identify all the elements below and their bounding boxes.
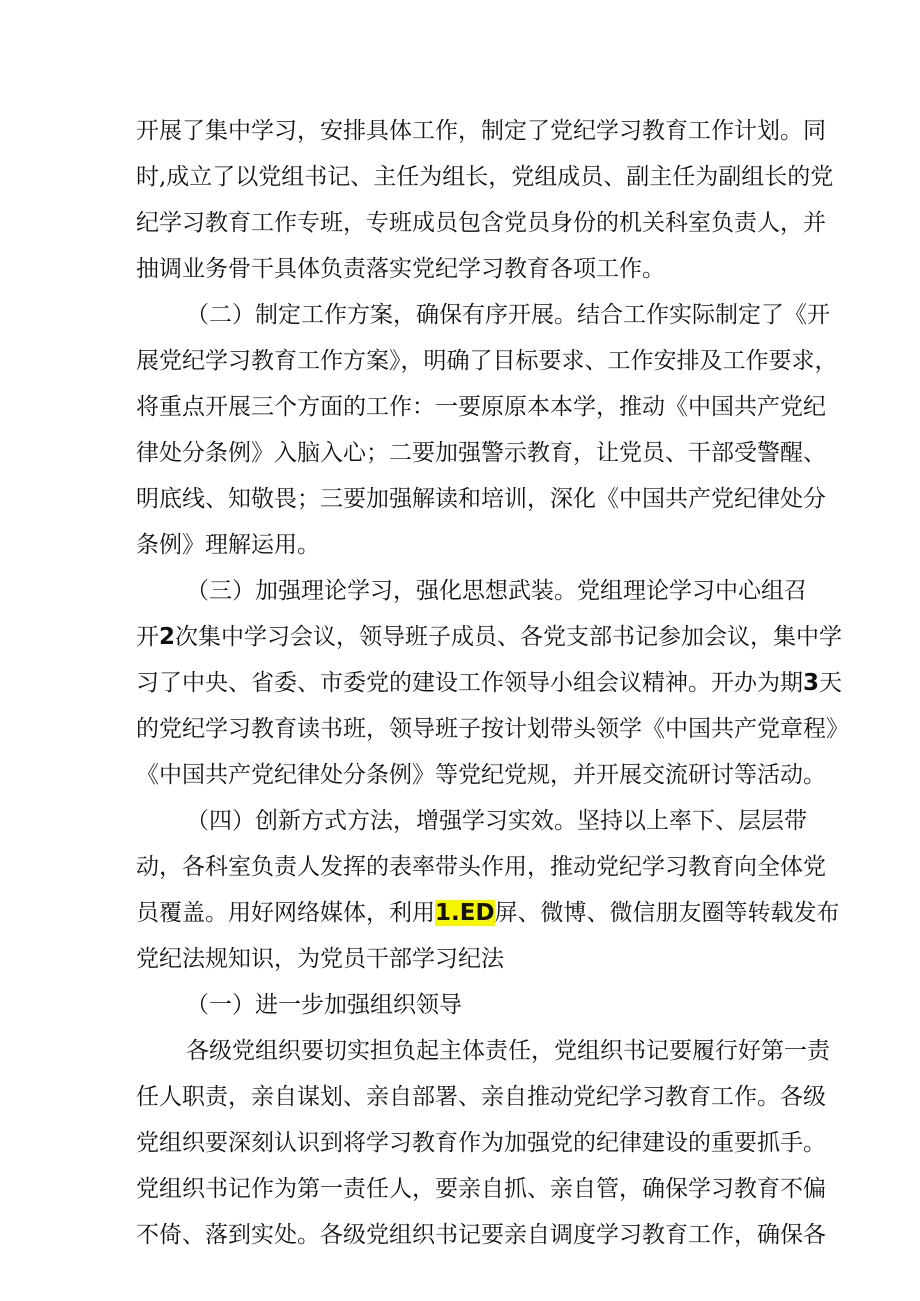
paragraph-line [136, 898, 840, 928]
text-segment: 屏、微博、微信朋友圈等转载发布 [494, 900, 840, 926]
section-heading: （一）进一步加强组织领导 [186, 992, 462, 1018]
paragraph-line: 开展了集中学习，安排具体工作，制定了党纪学习教育工作计划。同 [136, 118, 826, 144]
highlighted-text: 1.ED [435, 900, 495, 926]
paragraph-line: （四）创新方式方法，增强学习实效。坚持以上率下、层层带 [186, 808, 807, 834]
paragraph-line: 动，各科室负责人发挥的表率带头作用，推动党纪学习教育向全体党 [136, 854, 826, 880]
text-segment: 习了中央、省委、市委党的建设工作领导小组会议精神。开办为期 [136, 670, 803, 696]
paragraph-line: 明底线、知敬畏；三要加强解读和培训，深化《中国共产党纪律处分 [136, 486, 826, 512]
text-segment: 开 [136, 624, 159, 650]
paragraph-line: 将重点开展三个方面的工作：一要原原本本学，推动《中国共产党纪 [136, 394, 826, 420]
paragraph-line [136, 622, 843, 652]
paragraph-line: （二）制定工作方案，确保有序开展。结合工作实际制定了《开 [186, 302, 830, 328]
paragraph-line: 党组织书记作为第一责任人，要亲自抓、亲自管，确保学习教育不偏 [136, 1176, 826, 1202]
paragraph-line: 《中国共产党纪律处分条例》等党纪党规，并开展交流研讨等活动。 [136, 762, 826, 788]
paragraph-line: （三）加强理论学习，强化思想武装。党组理论学习中心组召 [186, 578, 807, 604]
paragraph-line: 党纪法规知识，为党员干部学习纪法 [136, 946, 504, 972]
paragraph-line: 展党纪学习教育工作方案》，明确了目标要求、工作安排及工作要求， [136, 348, 838, 374]
paragraph-line [136, 668, 843, 698]
number-text: 2 [159, 624, 176, 650]
paragraph-line: 律处分条例》入脑入心；二要加强警示教育，让党员、干部受警醒、 [136, 440, 826, 466]
paragraph-line: 任人职责，亲自谋划、亲自部署、亲自推动党纪学习教育工作。各级 [136, 1084, 826, 1110]
number-text: 3 [803, 670, 820, 696]
text-segment: 次集中学习会议，领导班子成员、各党支部书记参加会议，集中学 [175, 624, 843, 650]
paragraph-line: 党组织要深刻认识到将学习教育作为加强党的纪律建设的重要抓手。 [136, 1130, 826, 1156]
paragraph-line: 抽调业务骨干具体负责落实党纪学习教育各项工作。 [136, 256, 665, 282]
paragraph-line: 各级党组织要切实担负起主体责任，党组织书记要履行好第一责 [186, 1038, 830, 1064]
paragraph-line: 条例》理解运用。 [136, 532, 320, 558]
paragraph-line: 不倚、落到实处。各级党组织书记要亲自调度学习教育工作，确保各 [136, 1222, 826, 1248]
paragraph-line: 纪学习教育工作专班，专班成员包含党员身份的机关科室负责人，并 [136, 210, 826, 236]
text-segment: 员覆盖。用好网络媒体，利用 [136, 900, 435, 926]
paragraph-line: 的党纪学习教育读书班，领导班子按计划带头领学《中国共产党章程》 [136, 716, 849, 742]
text-segment: 天 [819, 670, 843, 696]
paragraph-line: 时,成立了以党组书记、主任为组长，党组成员、副主任为副组长的党 [136, 164, 834, 190]
